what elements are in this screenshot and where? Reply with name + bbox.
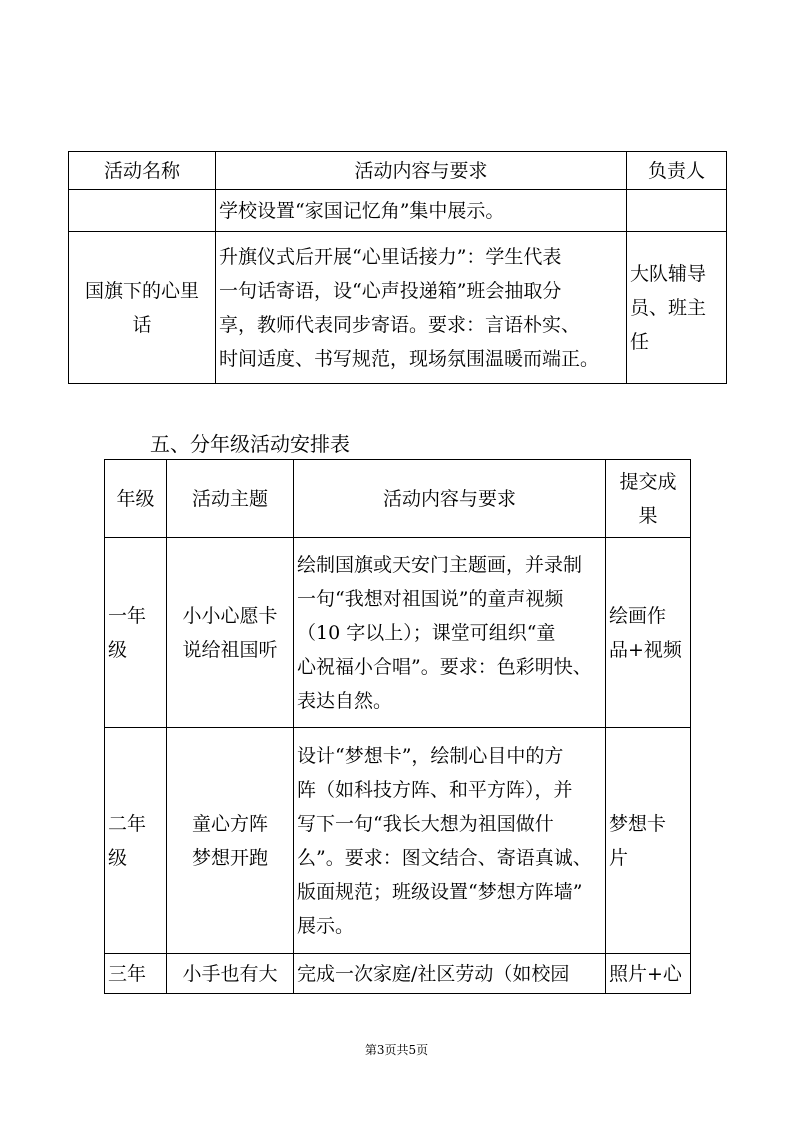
table-row [105, 538, 691, 728]
header-grade: 年级 [105, 460, 167, 538]
cell-line: 果 [638, 504, 658, 527]
cell-line: 设计“梦想卡”，绘制心目中的方 [297, 744, 564, 767]
section-title: 五、分年级活动安排表 [150, 432, 350, 456]
activity-name-cell [69, 190, 216, 232]
cell-line: 心祝福小合唱”。要求：色彩明快、 [297, 655, 592, 678]
theme-cell [167, 538, 294, 728]
grade-cell [105, 728, 167, 954]
cell-line: 小小心愿卡 [182, 604, 278, 627]
cell-line: 提交成 [619, 470, 677, 493]
theme-cell [167, 728, 294, 954]
cell-line: 级 [108, 846, 128, 869]
content-cell [294, 954, 606, 994]
cell-line: 一年 [108, 604, 147, 627]
header-theme: 活动主题 [167, 460, 294, 538]
content-cell [294, 728, 606, 954]
content-cell [294, 538, 606, 728]
owner-cell [627, 232, 727, 384]
cell-line: 二年 [108, 812, 147, 835]
cell-line: 完成一次家庭/社区劳动（如校园 [297, 962, 570, 985]
cell-line: 小手也有大 [182, 962, 278, 985]
cell-line: 表达自然。 [297, 689, 393, 712]
header-content: 活动内容与要求 [294, 460, 606, 538]
cell-line: 员、班主任 [630, 296, 707, 353]
activity-content-cell [216, 232, 627, 384]
cell-line: （10 字以上）；课堂可组织“童 [297, 621, 556, 644]
cell-line: 升旗仪式后开展“心里话接力”：学生代表 [219, 245, 562, 268]
grade-cell [105, 538, 167, 728]
result-cell [606, 728, 691, 954]
cell-line: 梦想开跑 [191, 846, 268, 869]
header-result [606, 460, 691, 538]
table-header-row [69, 152, 727, 190]
cell-line: 话 [132, 313, 152, 336]
cell-line: 享，教师代表同步寄语。要求：言语朴实、 [219, 313, 581, 336]
result-cell [606, 954, 691, 994]
activity-table [68, 151, 727, 384]
cell-line: 梦想卡 [609, 812, 667, 835]
activity-name-cell [69, 232, 216, 384]
table-row [69, 190, 727, 232]
cell-line: 大队辅导 [630, 262, 707, 285]
cell-line: 一句话寄语，设“心声投递箱”班会抽取分 [219, 279, 562, 302]
owner-cell [627, 190, 727, 232]
page-number: 第3页共5页 [364, 1043, 429, 1057]
cell-line: 级 [108, 638, 128, 661]
grade-activity-table [104, 459, 691, 994]
cell-line: 绘画作 [609, 604, 667, 627]
cell-line: 时间适度、书写规范，现场氛围温暖而端正。 [219, 347, 600, 370]
cell-line: 学校设置“家国记忆角”集中展示。 [219, 199, 505, 222]
header-activity-name: 活动名称 [69, 152, 216, 190]
activity-content-cell [216, 190, 627, 232]
table-row [105, 728, 691, 954]
cell-line: 品+视频 [609, 638, 682, 661]
cell-line: 三年 [108, 962, 147, 985]
header-activity-content: 活动内容与要求 [216, 152, 627, 190]
cell-line: 写下一句“我长大想为祖国做什 [297, 812, 554, 835]
cell-line: 展示。 [297, 914, 355, 937]
cell-line: 国旗下的心里 [84, 279, 199, 302]
cell-line: 童心方阵 [191, 812, 268, 835]
cell-line: 说给祖国听 [182, 638, 278, 661]
table-header-row [105, 460, 691, 538]
cell-line: 绘制国旗或天安门主题画，并录制 [297, 553, 583, 576]
cell-line: 么”。要求：图文结合、寄语真诚、 [297, 846, 592, 869]
table-row [69, 232, 727, 384]
cell-line: 照片+心 [609, 962, 682, 985]
cell-line: 一句“我想对祖国说”的童声视频 [297, 587, 564, 610]
header-owner: 负责人 [627, 152, 727, 190]
result-cell [606, 538, 691, 728]
cell-line: 阵（如科技方阵、和平方阵），并 [297, 778, 573, 801]
grade-cell [105, 954, 167, 994]
table-row [105, 954, 691, 994]
cell-line: 版面规范；班级设置“梦想方阵墙” [297, 880, 583, 903]
theme-cell [167, 954, 294, 994]
cell-line: 片 [609, 846, 629, 869]
